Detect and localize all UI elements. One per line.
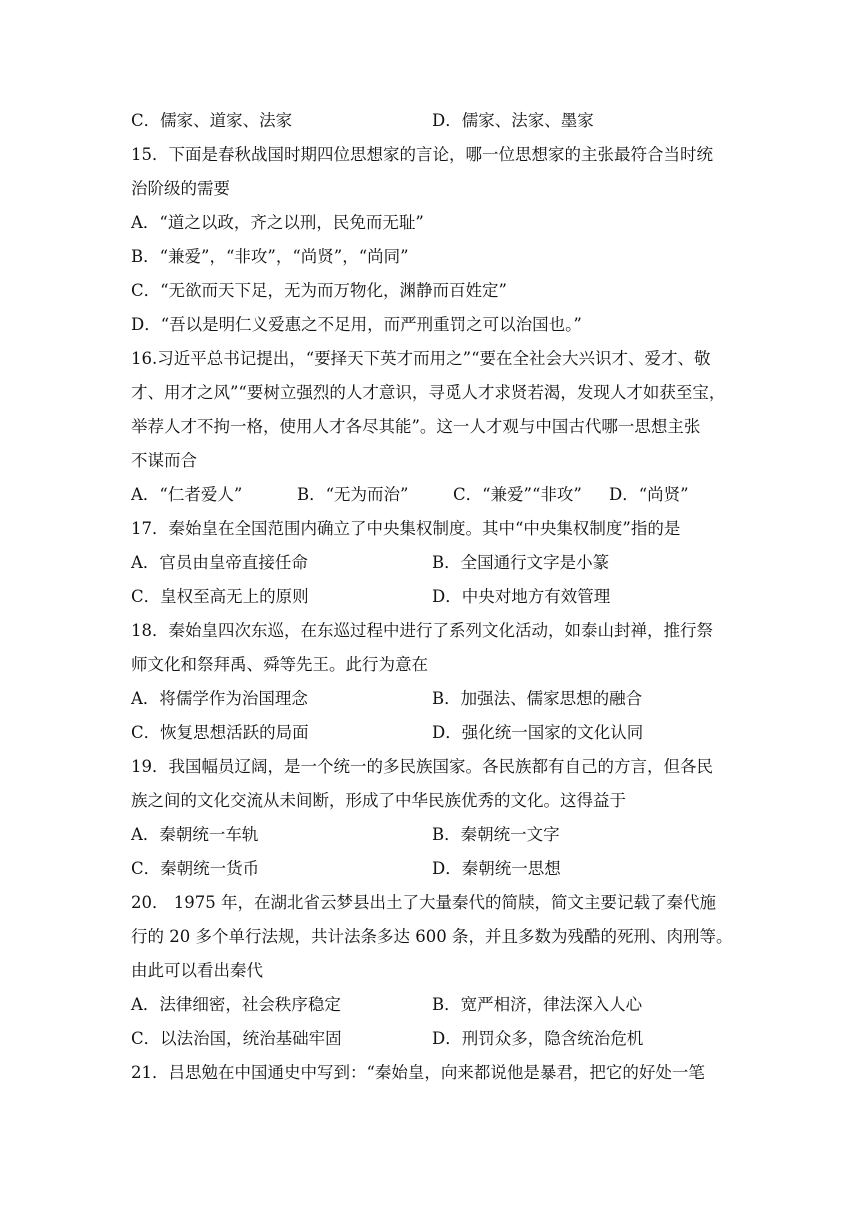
q18-stem-line2: 师文化和祭拜禹、舜等先王。此行为意在 — [131, 655, 428, 674]
q21-stem-line1: 21．吕思勉在中国通史中写到：“秦始皇，向来都说他是暴君，把它的好处一笔 — [131, 1063, 705, 1082]
q18-option-b: B．加强法、儒家思想的融合 — [432, 689, 643, 708]
q16-option-d: D．“尚贤” — [609, 485, 689, 504]
q16-stem-line2: 才、用才之风”“要树立强烈的人才意识，寻觅人才求贤若渴，发现人才如获至宝， — [131, 383, 726, 402]
q15-option-b: B．“兼爱”，“非攻”，“尚贤”，“尚同” — [131, 247, 409, 266]
q19-stem-line2: 族之间的文化交流从未间断，形成了中华民族优秀的文化。这得益于 — [131, 791, 626, 810]
q19-option-d: D．秦朝统一思想 — [432, 859, 561, 878]
q14-option-c: C．儒家、道家、法家 — [131, 111, 293, 130]
q16-stem-line1: 16.习近平总书记提出，“要择天下英才而用之”“要在全社会大兴识才、爱才、敬 — [131, 349, 711, 368]
q15-stem-line2: 治阶级的需要 — [131, 179, 230, 198]
q15-stem-line1: 15．下面是春秋战国时期四位思想家的言论，哪一位思想家的主张最符合当时统 — [131, 145, 713, 164]
q17-option-d: D．中央对地方有效管理 — [432, 587, 611, 606]
q19-stem-line1: 19．我国幅员辽阔，是一个统一的多民族国家。各民族都有自己的方言，但各民 — [131, 757, 713, 776]
q19-option-c: C．秦朝统一货币 — [131, 859, 260, 878]
q15-option-c: C．“无欲而天下足，无为而万物化，渊静而百姓定” — [131, 281, 507, 300]
q15-option-a: A．“道之以政，齐之以刑，民免而无耻” — [131, 213, 424, 232]
q18-stem-line1: 18．秦始皇四次东巡，在东巡过程中进行了系列文化活动，如泰山封禅，推行祭 — [131, 621, 713, 640]
q18-option-d: D．强化统一国家的文化认同 — [432, 723, 644, 742]
q20-option-a: A．法律细密，社会秩序稳定 — [131, 995, 341, 1014]
q16-option-a: A．“仁者爱人” — [131, 485, 243, 504]
q18-option-c: C．恢复思想活跃的局面 — [131, 723, 309, 742]
q15-option-d: D．“吾以是明仁义爱惠之不足用，而严刑重罚之可以治国也。” — [131, 315, 582, 334]
q16-option-c: C．“兼爱”“非攻” — [453, 485, 582, 504]
q16-stem-line4: 不谋而合 — [131, 451, 197, 470]
q20-option-b: B．宽严相济，律法深入人心 — [432, 995, 643, 1014]
q20-option-d: D．刑罚众多，隐含统治危机 — [432, 1029, 644, 1048]
q20-stem-line2: 行的 20 多个单行法规，共计法条多达 600 条，并且多数为残酷的死刑、肉刑等。 — [131, 927, 733, 946]
q17-option-a: A．官员由皇帝直接任命 — [131, 553, 308, 572]
q17-stem-line1: 17．秦始皇在全国范围内确立了中央集权制度。其中“中央集权制度”指的是 — [131, 519, 681, 538]
q19-option-a: A．秦朝统一车轨 — [131, 825, 259, 844]
q16-option-b: B．“无为而治” — [297, 485, 409, 504]
q20-stem-line1: 20． 1975 年，在湖北省云梦县出土了大量秦代的简牍，简文主要记载了秦代施 — [131, 893, 716, 912]
q19-option-b: B．秦朝统一文字 — [432, 825, 560, 844]
q16-stem-line3: 举荐人才不拘一格，使用人才各尽其能”。这一人才观与中国古代哪一思想主张 — [131, 417, 701, 436]
q20-option-c: C．以法治国，统治基础牢固 — [131, 1029, 342, 1048]
q18-option-a: A．将儒学作为治国理念 — [131, 689, 308, 708]
q20-stem-line3: 由此可以看出秦代 — [131, 961, 263, 980]
q17-option-b: B．全国通行文字是小篆 — [432, 553, 610, 572]
q14-option-d: D．儒家、法家、墨家 — [432, 111, 594, 130]
q17-option-c: C．皇权至高无上的原则 — [131, 587, 309, 606]
